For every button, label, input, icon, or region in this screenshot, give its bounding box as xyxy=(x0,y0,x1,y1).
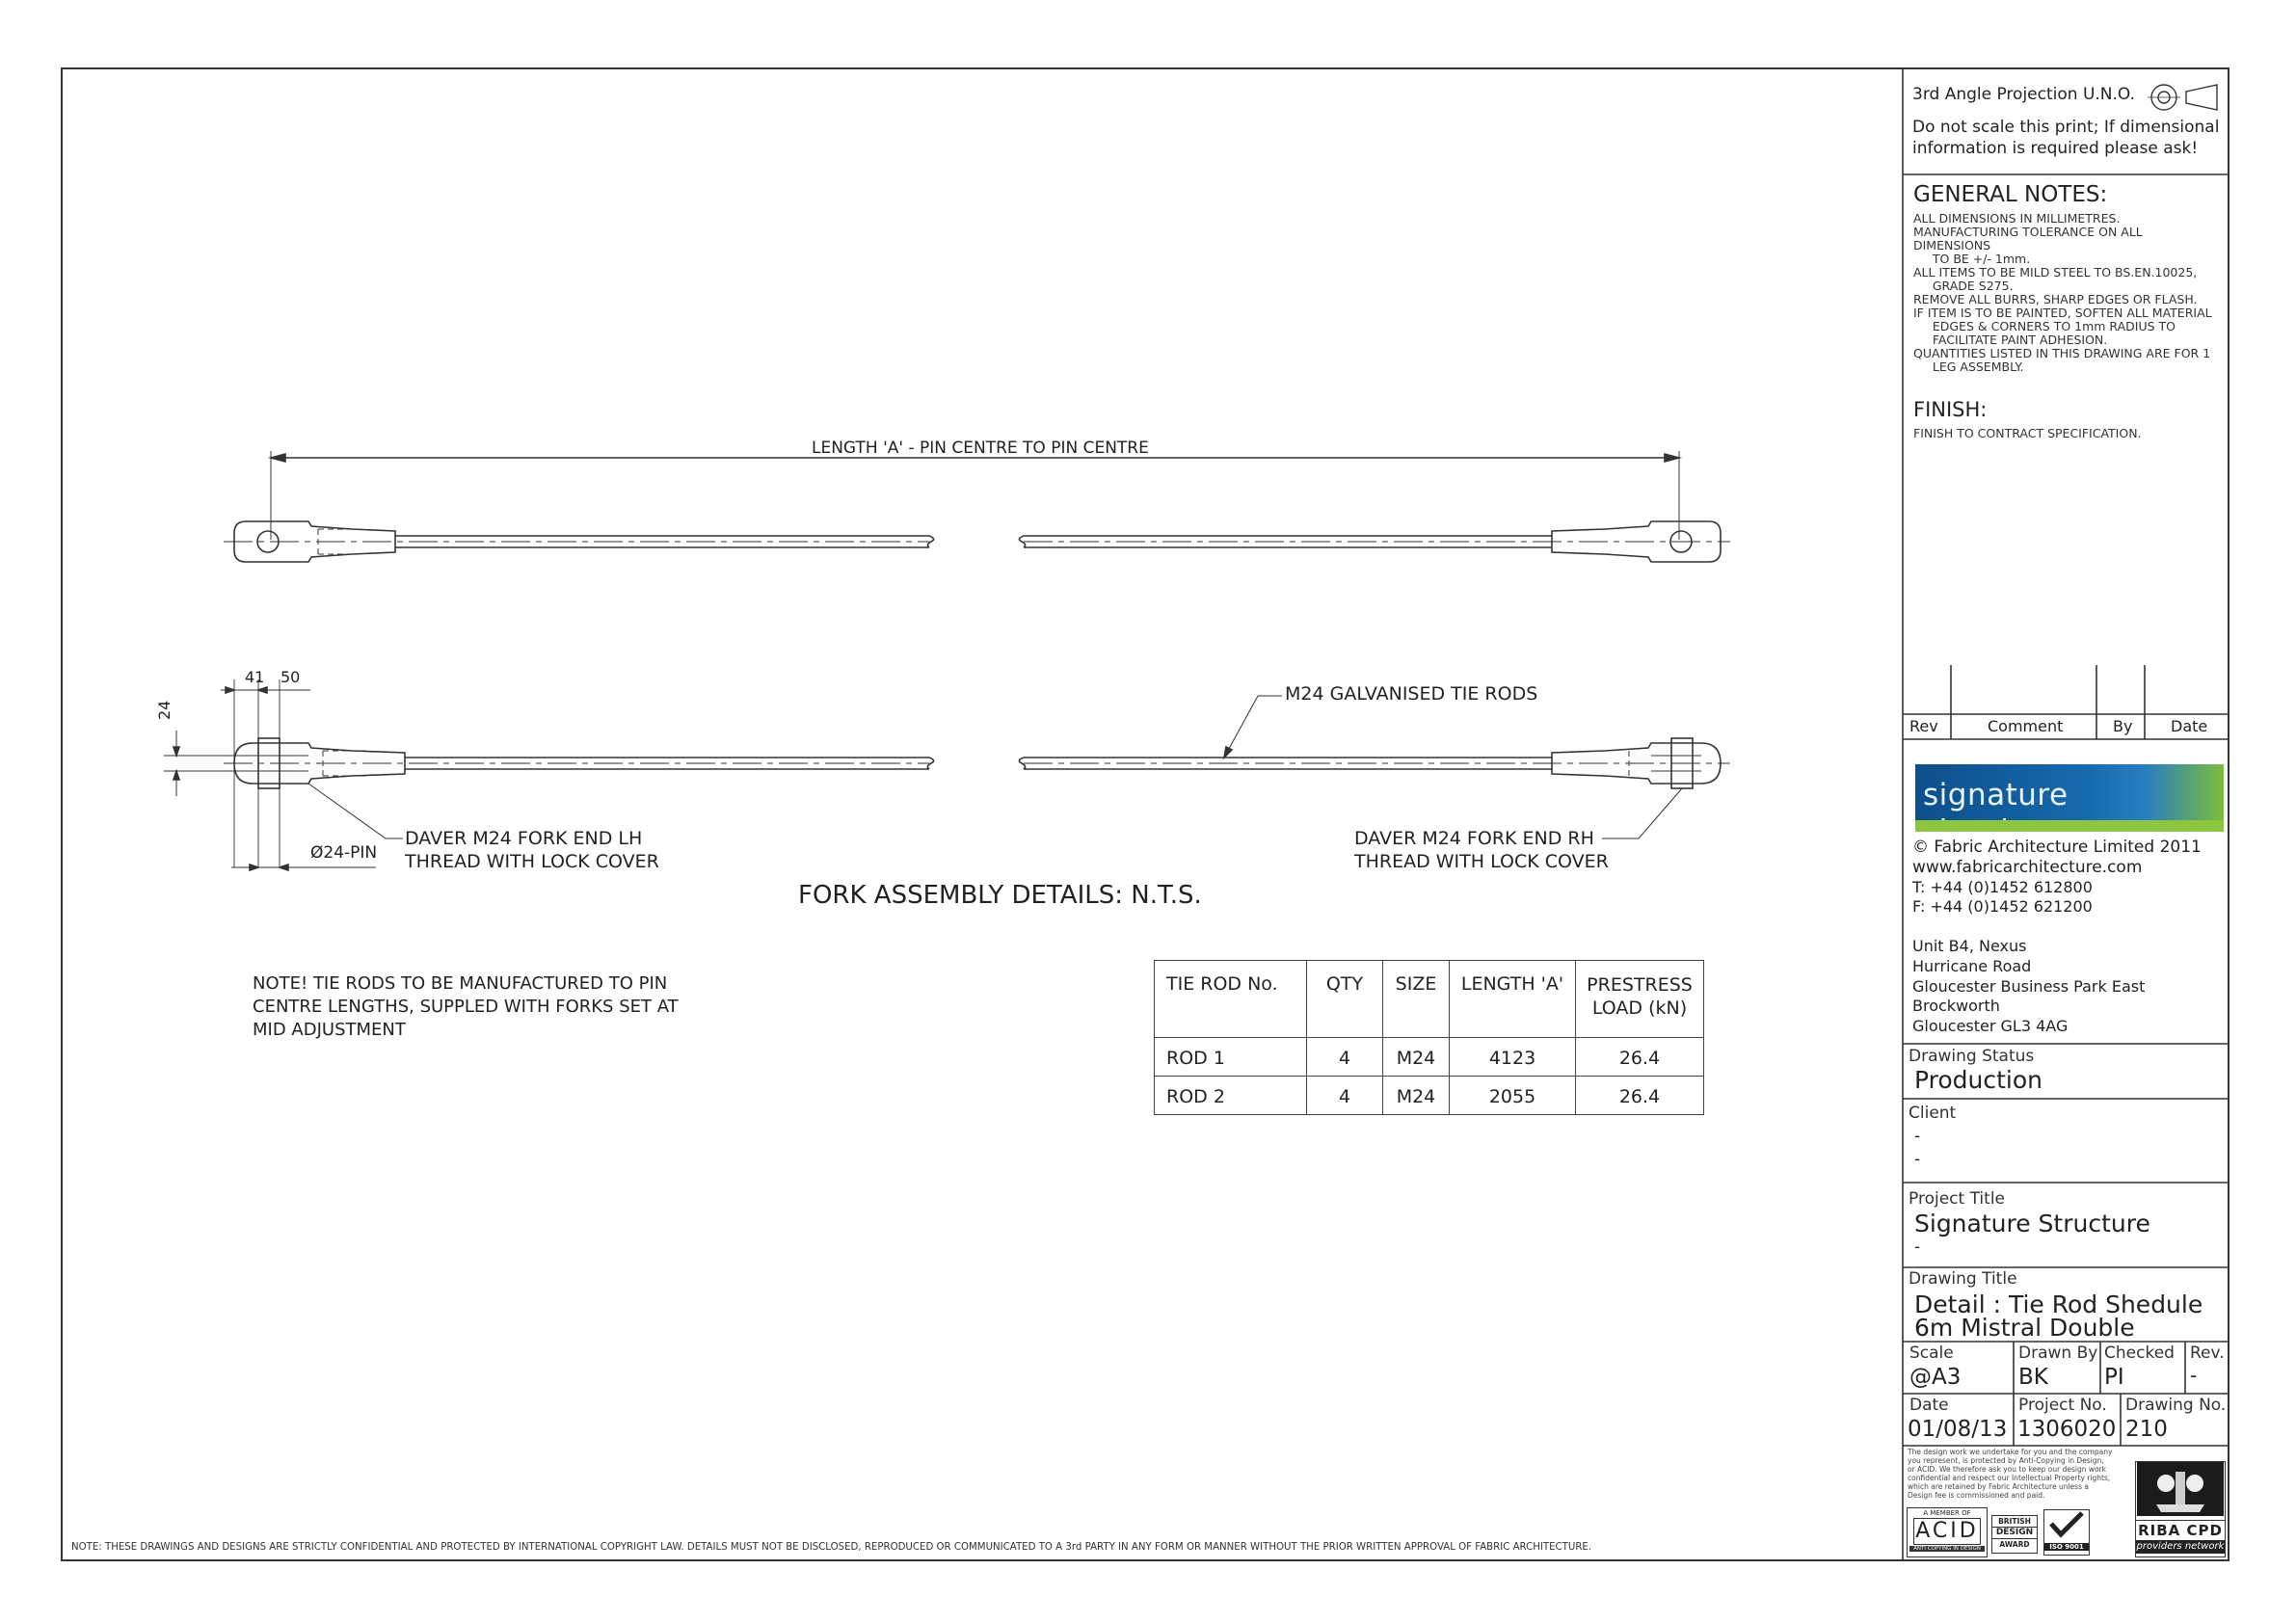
dim-41-label: 41 xyxy=(245,668,265,686)
project-title-label: Project Title xyxy=(1909,1189,2005,1209)
design-note-line: The design work we undertake for you and the company xyxy=(1908,1448,2113,1456)
header-prestress-load xyxy=(1576,961,1704,1038)
cell-rod: ROD 1 xyxy=(1155,1038,1307,1077)
cell-load: 26.4 xyxy=(1576,1077,1704,1115)
company-website: www.fabricarchitecture.com xyxy=(1912,858,2143,877)
cell-qty: 4 xyxy=(1307,1077,1383,1115)
note-line: MID ADJUSTMENT xyxy=(253,1020,406,1040)
pin-label: Ø24-PIN xyxy=(310,843,378,863)
rev-header-by: By xyxy=(2113,717,2133,735)
cell-length: 4123 xyxy=(1450,1038,1576,1077)
client-label: Client xyxy=(1909,1104,1957,1123)
riba-cpd-logo xyxy=(2135,1461,2226,1557)
general-note-line: LEG ASSEMBLY. xyxy=(1913,359,2024,374)
fork-rh-line1: DAVER M24 FORK END RH xyxy=(1354,828,1594,849)
general-note-line: MANUFACTURING TOLERANCE ON ALL xyxy=(1913,225,2143,239)
company-logo-banner xyxy=(1915,764,2224,832)
riba-text: RIBA CPD xyxy=(2136,1520,2225,1540)
date-label: Date xyxy=(1909,1396,1949,1415)
address-line: Unit B4, Nexus xyxy=(1912,937,2027,955)
cell-size: M24 xyxy=(1383,1077,1450,1115)
drawn-by-value: BK xyxy=(2018,1365,2048,1390)
rev-header-rev: Rev xyxy=(1909,717,1938,735)
rev-header-date: Date xyxy=(2171,717,2208,735)
general-note-line: IF ITEM IS TO BE PAINTED, SOFTEN ALL MATERIAL xyxy=(1913,306,2212,320)
address-line: Gloucester Business Park East xyxy=(1912,977,2146,996)
length-a-dimension xyxy=(271,451,1679,540)
drawn-by-label: Drawn By xyxy=(2018,1344,2098,1363)
rev-value: - xyxy=(2190,1364,2198,1387)
general-notes-title: GENERAL NOTES: xyxy=(1913,182,2108,207)
design-note-line: confidential and respect our Intellectual Property rights, xyxy=(1908,1474,2111,1482)
tie-rod-schedule-table xyxy=(1154,960,1704,1115)
company-line: © Fabric Architecture Limited 2011 xyxy=(1912,838,2202,857)
checked-value: PI xyxy=(2104,1365,2124,1390)
general-note-line: FACILITATE PAINT ADHESION. xyxy=(1913,333,2108,347)
cell-load: 26.4 xyxy=(1576,1038,1704,1077)
rev-header-comment: Comment xyxy=(1988,717,2064,735)
header-qty: QTY xyxy=(1307,961,1383,1038)
scale-label: Scale xyxy=(1909,1344,1954,1363)
brand-name: signature xyxy=(1923,778,2069,812)
project-no-value: 1306020 xyxy=(2017,1417,2117,1442)
drawing-no-label: Drawing No. xyxy=(2125,1396,2227,1415)
general-note-line: GRADE S275. xyxy=(1913,279,2014,293)
general-note-line: TO BE +/- 1mm. xyxy=(1913,252,2031,266)
cell-rod: ROD 2 xyxy=(1155,1077,1307,1115)
company-fax: F: +44 (0)1452 621200 xyxy=(1912,897,2093,916)
banner-stripe xyxy=(1915,820,2224,832)
british-design-award-logo xyxy=(1991,1515,2038,1554)
top-view-left-fork xyxy=(224,521,934,562)
tie-rods-label: M24 GALVANISED TIE RODS xyxy=(1285,683,1538,705)
address-line: Hurricane Road xyxy=(1912,957,2032,975)
general-note-line: ALL ITEMS TO BE MILD STEEL TO BS.EN.10025, xyxy=(1913,265,2198,279)
bda-line: DESIGN xyxy=(1992,1527,2037,1539)
rev-label: Rev. xyxy=(2190,1344,2225,1363)
table-row xyxy=(1155,1038,1704,1077)
assembly-title: FORK ASSEMBLY DETAILS: N.T.S. xyxy=(798,881,1202,910)
dim-24-label: 24 xyxy=(155,700,174,720)
fork-lh-line2: THREAD WITH LOCK COVER xyxy=(405,851,659,872)
bda-line: AWARD xyxy=(1999,1540,2030,1549)
general-note-line: EDGES & CORNERS TO 1mm RADIUS TO xyxy=(1913,319,2176,333)
drawing-no-value: 210 xyxy=(2125,1417,2168,1442)
fork-rh-line2: THREAD WITH LOCK COVER xyxy=(1354,851,1609,872)
iso-9001-logo xyxy=(2043,1509,2090,1556)
riba-subtext: providers network xyxy=(2136,1541,2225,1552)
projection-symbol xyxy=(2148,85,2217,110)
address-line: Gloucester GL3 4AG xyxy=(1912,1017,2069,1035)
project-title-value: Signature Structure xyxy=(1914,1210,2150,1237)
header-prestress: PRESTRESS xyxy=(1587,974,1693,996)
side-view-right-fork xyxy=(1019,696,1730,838)
scale-note-line: Do not scale this print; If dimensional xyxy=(1912,118,2220,137)
table-header-row xyxy=(1155,961,1704,1038)
design-note-line: which are retained by Fabric Architecture unless a xyxy=(1908,1482,2089,1491)
header-size: SIZE xyxy=(1383,961,1450,1038)
drawing-title-line: Detail : Tie Rod Shedule xyxy=(1914,1290,2203,1318)
date-value: 01/08/13 xyxy=(1908,1417,2008,1442)
general-note-line: DIMENSIONS xyxy=(1913,238,1991,253)
cell-qty: 4 xyxy=(1307,1038,1383,1077)
header-load: LOAD (kN) xyxy=(1591,998,1688,1019)
riba-crest-icon xyxy=(2137,1462,2224,1516)
finish-title: FINISH: xyxy=(1913,398,1988,421)
client-value: - xyxy=(1914,1150,1921,1169)
header-tie-rod-no: TIE ROD No. xyxy=(1155,961,1307,1038)
acid-top-text: A MEMBER OF xyxy=(1923,1509,1971,1517)
length-a-label: LENGTH 'A' - PIN CENTRE TO PIN CENTRE xyxy=(812,439,1149,458)
company-phone: T: +44 (0)1452 612800 xyxy=(1912,878,2093,896)
drawing-status-value: Production xyxy=(1914,1066,2043,1094)
design-note-line: you represent, is protected by Anti-Copying in Design, xyxy=(1908,1456,2104,1465)
scale-value: @A3 xyxy=(1909,1365,1962,1390)
scale-note-line: information is required please ask! xyxy=(1912,139,2199,158)
bda-line: BRITISH xyxy=(1998,1517,2031,1526)
table-row xyxy=(1155,1077,1704,1115)
finish-text: FINISH TO CONTRACT SPECIFICATION. xyxy=(1913,426,2142,440)
fork-lh-line1: DAVER M24 FORK END LH xyxy=(405,828,643,849)
cell-length: 2055 xyxy=(1450,1077,1576,1115)
dim-50-label: 50 xyxy=(280,668,301,686)
note-line: CENTRE LENGTHS, SUPPLED WITH FORKS SET AT xyxy=(253,997,679,1017)
drawing-title-line: 6m Mistral Double xyxy=(1914,1314,2135,1342)
drawing-title-label: Drawing Title xyxy=(1909,1269,2017,1289)
iso-text: ISO 9001 xyxy=(2044,1543,2089,1551)
checkmark-icon xyxy=(2045,1510,2088,1539)
acid-text: ACID xyxy=(1913,1518,1981,1545)
checked-label: Checked xyxy=(2104,1344,2175,1363)
drawing-status-label: Drawing Status xyxy=(1909,1047,2035,1066)
acid-bottom-text: ANTI COPYING IN DESIGN xyxy=(1909,1546,1985,1552)
general-note-line: REMOVE ALL BURRS, SHARP EDGES OR FLASH. xyxy=(1913,292,2198,306)
note-line: NOTE! TIE RODS TO BE MANUFACTURED TO PIN xyxy=(253,973,668,994)
general-note-line: ALL DIMENSIONS IN MILLIMETRES. xyxy=(1913,211,2121,226)
header-length-a: LENGTH 'A' xyxy=(1450,961,1576,1038)
projection-label: 3rd Angle Projection U.N.O. xyxy=(1912,85,2136,104)
footer-confidential-note: NOTE: THESE DRAWINGS AND DESIGNS ARE STRICTLY CONFIDENTIAL AND PROTECTED BY INTERNATIONAL COPYRIGHT LAW. DETAILS MUST NOT BE DISCLOSED, REPRODUCED OR COMMUNICATED TO A 3rd PARTY IN ANY FORM OR MANNER WITHOUT THE PRIOR WRITTEN APPROVAL OF FABRIC ARCHITECTURE. xyxy=(71,1542,1592,1553)
project-no-label: Project No. xyxy=(2018,1396,2107,1415)
top-view-right-fork xyxy=(1019,521,1730,562)
project-title-sub: - xyxy=(1914,1237,1921,1257)
acid-logo xyxy=(1907,1507,1988,1557)
design-note-line: or ACID. We therefore ask you to keep our design work xyxy=(1908,1465,2106,1474)
cell-size: M24 xyxy=(1383,1038,1450,1077)
address-line: Brockworth xyxy=(1912,997,2000,1015)
general-note-line: QUANTITIES LISTED IN THIS DRAWING ARE FOR 1 xyxy=(1913,346,2211,360)
design-note-line: Design fee is commissioned and paid. xyxy=(1908,1491,2045,1500)
client-value: - xyxy=(1914,1127,1921,1146)
